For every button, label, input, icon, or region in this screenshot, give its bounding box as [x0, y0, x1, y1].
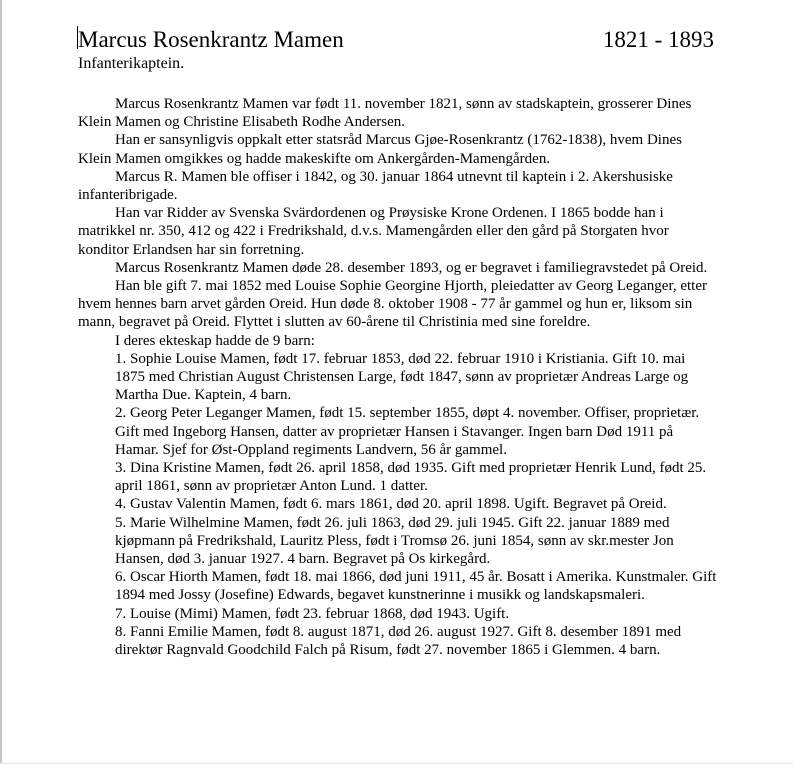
list-item: 1. Sophie Louise Mamen, født 17. februar 1853, død 22. februar 1910 i Kristiania. Gift 10. mai 1875 med Christian August Christensen Large, født 1847, sønn av proprietær Andreas Large og Martha Due. Kaptein, 4 barn. [115, 350, 689, 404]
children-list [115, 350, 718, 659]
person-title: Infanterikaptein. [78, 55, 185, 72]
document-heading [78, 26, 714, 54]
list-item: 2. Georg Peter Leganger Mamen, født 15. september 1855, døpt 4. november. Offiser, proprietær. Gift med Ingeborg Hansen, datter av proprietær Hansen i Stavanger. Ingen barn Død 1911 på Hamar. Sjef for Øst-Oppland regiments Landvern, 56 år gammel. [115, 405, 700, 458]
paragraph: Marcus Rosenkrantz Mamen døde 28. desember 1893, og er begravet i familiegravstedet på Oreid. [115, 259, 708, 276]
paragraph: Marcus Rosenkrantz Mamen var født 11. november 1821, sønn av stadskaptein, grosserer Dines Klein Mamen og Christine Elisabeth Rodhe Andersen. [78, 96, 692, 131]
person-name: Marcus Rosenkrantz Mamen [78, 27, 344, 52]
paragraph: I deres ekteskap hadde de 9 barn: [115, 332, 315, 349]
list-item: 5. Marie Wilhelmine Mamen, født 26. juli 1863, død 29. juli 1945. Gift 22. januar 1889 med kjøpmann på Fredrikshald, Lauritz Pless, født i Tromsø 26. juni 1854, sønn av skr.mester Jon Hansen, død 3. januar 1927. 4 barn. Begravet på Os kirkegård. [115, 514, 674, 568]
paragraph: Han ble gift 7. mai 1852 med Louise Sophie Georgine Hjorth, pleiedatter av Georg Leganger, etter hvem hennes barn arvet gården Oreid. Hun døde 8. oktober 1908 - 77 år gammel og hun er, liksom sin mann, begravet på Oreid. Flyttet i slutten av 60-årene til Christinia med sine foreldre. [78, 278, 708, 331]
life-years: 1821 - 1893 [602, 27, 714, 52]
document-page[interactable] [78, 26, 718, 659]
paragraph: Han er sansynligvis oppkalt etter statsråd Marcus Gjøe-Rosenkrantz (1762-1838), hvem Dines Klein Mamen omgikkes og hadde makeskifte om Ankergården-Mamengården. [78, 132, 682, 167]
list-item: 4. Gustav Valentin Mamen, født 6. mars 1861, død 20. april 1898. Ugift. Begravet på Oreid. [115, 496, 667, 513]
page-left-edge [0, 0, 2, 764]
list-item: 6. Oscar Hiorth Mamen, født 18. mai 1866, død juni 1911, 45 år. Bosatt i Amerika. Kunstmaler. Gift 1894 med Jossy (Josefine) Edwards, begavet kunstnerinne i musikk og landskapsmaleri. [115, 569, 717, 604]
list-item: 7. Louise (Mimi) Mamen, født 23. februar 1868, død 1943. Ugift. [115, 605, 510, 622]
list-item: 3. Dina Kristine Mamen, født 26. april 1858, død 1935. Gift med proprietær Henrik Lund, født 25. april 1861, sønn av proprietær Anton Lund. 1 datter. [115, 460, 707, 495]
list-item: 8. Fanni Emilie Mamen, født 8. august 1871, død 26. august 1927. Gift 8. desember 1891 med direktør Ragnvald Goodchild Falch på Risum, født 27. november 1865 i Glemmen. 4 barn. [115, 623, 682, 659]
paragraph: Marcus R. Mamen ble offiser i 1842, og 30. januar 1864 utnevnt til kaptein i 2. Akershusiske infanteribrigade. [78, 168, 673, 204]
document-body [78, 95, 718, 659]
paragraph: Han var Ridder av Svenska Svärdordenen og Prøysiske Krone Ordenen. I 1865 bodde han i matrikkel nr. 350, 412 og 422 i Fredrikshald, d.v.s. Mamengården eller den gård på Storgaten hvor konditor Erlandsen har sin forretning. [78, 205, 669, 258]
